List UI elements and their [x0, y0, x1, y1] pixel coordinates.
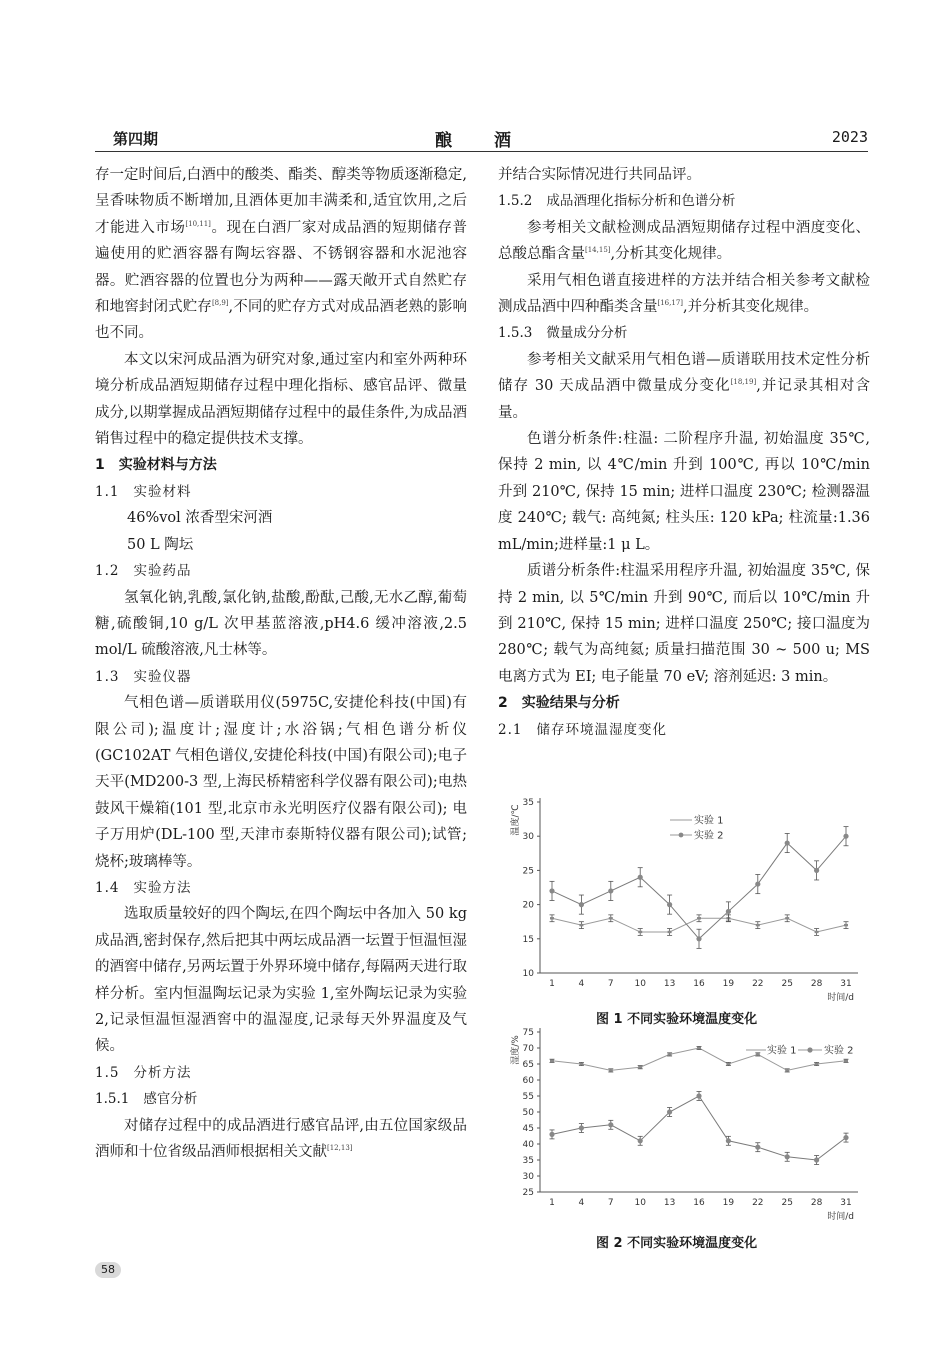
x-axis-label: 时间/d	[827, 993, 854, 1003]
y-tick-label: 40	[522, 1140, 534, 1150]
data-point	[785, 1069, 789, 1071]
paragraph-continued: 并结合实际情况进行共同品评。	[498, 167, 701, 183]
x-tick-label: 25	[781, 1198, 793, 1208]
data-point	[579, 924, 583, 926]
y-tick-label: 70	[522, 1044, 534, 1054]
right-column	[498, 162, 870, 743]
data-point	[549, 1132, 554, 1137]
year-label: 2023	[831, 128, 868, 146]
section-heading-1-3: 1.3 实验仪器	[95, 668, 192, 685]
section-heading-1-5-3: 1.5.3 微量成分分析	[498, 325, 628, 342]
data-point	[638, 1066, 642, 1068]
y-tick-label: 45	[522, 1124, 534, 1134]
data-point	[549, 888, 554, 893]
data-point	[550, 917, 554, 919]
x-tick-label: 16	[693, 979, 705, 989]
y-tick-label: 15	[522, 934, 534, 945]
data-point	[814, 1157, 819, 1162]
legend-marker	[807, 1047, 812, 1052]
y-tick-label: 60	[522, 1076, 534, 1086]
section-heading-1-1: 1.1 实验材料	[95, 483, 192, 500]
section-heading-1-2: 1.2 实验药品	[95, 563, 192, 580]
data-point	[756, 1053, 760, 1055]
running-header	[95, 128, 868, 150]
figure-1-caption: 图 1 不同实验环境温度变化	[596, 1012, 758, 1027]
humidity-chart	[498, 1022, 868, 1232]
material-item: 46%vol 浓香型宋河酒	[127, 510, 273, 527]
data-point	[608, 888, 613, 893]
data-point	[608, 1122, 613, 1127]
y-tick-label: 25	[522, 866, 534, 877]
data-point	[726, 909, 731, 914]
citation: [10,11]	[185, 219, 211, 228]
legend-label: 实验 1	[767, 1045, 797, 1057]
y-tick-label: 50	[522, 1108, 534, 1118]
y-tick-label: 30	[522, 832, 534, 843]
issue-label: 第四期	[113, 130, 159, 148]
series-1-line	[552, 1048, 846, 1070]
data-point	[696, 1093, 701, 1098]
data-point	[755, 881, 760, 886]
x-tick-label: 22	[752, 1198, 764, 1208]
figure-2	[498, 1022, 868, 1236]
data-point	[785, 1154, 790, 1159]
data-point	[696, 936, 701, 941]
y-tick-label: 20	[522, 900, 534, 911]
data-point	[667, 1109, 672, 1114]
paragraph-intro: 存一定时间后,白酒中的酸类、酯类、醇类等物质逐渐稳定,呈香味物质不断增加,且酒体更加丰满柔和,适宜饮用,之后才能进入市场[10,11]。现在白酒厂家对成品酒的短期储存普遍使用的贮酒容器有陶坛容器、不锈钢容器和水泥池容器。贮酒容器的位置也分为两种——露天敞开式自然贮存和地窖封闭式贮存[8,9],不同的贮存方式对成品酒老熟的影响也不同。	[95, 167, 468, 342]
data-point	[843, 834, 848, 839]
data-point	[726, 1063, 730, 1065]
x-tick-label: 10	[634, 1198, 646, 1208]
y-tick-label: 35	[522, 1156, 534, 1166]
paragraph-gc: 采用气相色谱直接进样的方法并结合相关参考文献检测成品酒中四种酯类含量[16,17],并分析其变化规律。	[498, 272, 870, 316]
y-tick-label: 25	[522, 1188, 534, 1198]
x-tick-label: 1	[549, 979, 555, 989]
data-point	[638, 875, 643, 880]
citation: [8,9]	[211, 299, 229, 308]
data-point	[667, 902, 672, 907]
data-point	[579, 1125, 584, 1130]
citation: [12,13]	[327, 1144, 353, 1153]
y-tick-label: 30	[522, 1172, 534, 1182]
legend-label: 实验 2	[694, 830, 724, 842]
figure-2-caption: 图 2 不同实验环境温度变化	[596, 1236, 758, 1251]
figure-1	[498, 790, 868, 1019]
x-tick-label: 25	[781, 979, 793, 989]
data-point	[638, 931, 642, 933]
data-point	[579, 1063, 583, 1065]
data-point	[815, 931, 819, 933]
x-tick-label: 10	[634, 979, 646, 989]
header-rule	[95, 151, 868, 152]
data-point	[609, 917, 613, 919]
data-point	[697, 917, 701, 919]
y-tick-label: 35	[522, 798, 534, 808]
x-tick-label: 7	[607, 979, 614, 989]
data-point	[550, 1060, 554, 1062]
x-tick-label: 28	[810, 979, 823, 989]
section-heading-1-4: 1.4 实验方法	[95, 879, 192, 896]
material-item: 50 L 陶坛	[127, 536, 194, 553]
x-tick-label: 28	[810, 1198, 823, 1208]
section-heading-2-1: 2.1 储存环境温湿度变化	[498, 721, 667, 738]
paragraph-instruments: 气相色谱—质谱联用仪(5975C,安捷伦科技(中国)有限公司);温度计;湿度计;水浴锅;气相色谱分析仪(GC102AT 气相色谱仪,安捷伦科技(中国)有限公司);电子天平(MD200-3 型,上海民桥精密科学仪器有限公司);电热鼓风干燥箱(101 型,北京市永光明医疗仪器有限公司); 电子万用炉(DL-100 型,天津市泰斯特仪器有限公司);试管;烧杯;玻璃棒等。	[95, 695, 467, 870]
paragraph-gc-conditions: 色谱分析条件:柱温: 二阶程序升温, 初始温度 35℃, 保持 2 min, 以 4℃/min 升到 100℃, 再以 10℃/min 升到 210℃, 保持 15 min; 进样口温度 230℃; 检测器温度 240℃; 载气: 高纯氮; 柱头压: 120 kPa; 柱流量:1.36 mL/min;进样量:1 μ L。	[498, 431, 870, 553]
x-tick-label: 4	[578, 979, 585, 989]
data-point	[697, 1047, 701, 1049]
page-number: 58	[95, 1262, 121, 1278]
section-heading-1: 1 实验材料与方法	[95, 457, 217, 474]
paragraph-trace: 参考相关文献采用气相色谱—质谱联用技术定性分析储存 30 天成品酒中微量成分变化[18,19],并记录其相对含量。	[498, 351, 870, 421]
x-tick-label: 19	[722, 979, 735, 989]
x-tick-label: 7	[607, 1198, 614, 1208]
x-axis-label: 时间/d	[827, 1212, 854, 1222]
x-tick-label: 1	[549, 1198, 555, 1208]
x-tick-label: 16	[693, 1198, 705, 1208]
paragraph-drugs: 氢氧化钠,乳酸,氯化钠,盐酸,酚酞,己酸,无水乙醇,葡萄糖,硫酸铜,10 g/L 次甲基蓝溶液,pH4.6 缓冲溶液,2.5 mol/L 硫酸溶液,凡士林等。	[95, 589, 467, 659]
y-tick-label: 55	[522, 1092, 534, 1102]
citation: [16,17]	[657, 299, 684, 308]
paragraph-method: 选取质量较好的四个陶坛,在四个陶坛中各加入 50 kg 成品酒,密封保存,然后把其中两坛成品酒一坛置于恒温恒湿的酒窖中储存,另两坛置于外界环境中储存,每隔两天进行取样分析。室内恒温陶坛记录为实验 1,室外陶坛记录为实验 2,记录恒温恒湿酒窖中的温湿度,记录每天外界温度及气候。	[95, 906, 467, 1055]
legend-label: 实验 1	[694, 815, 724, 827]
legend-marker	[679, 833, 684, 838]
data-point	[638, 1138, 643, 1143]
legend-label: 实验 2	[824, 1045, 854, 1057]
section-heading-2: 2 实验结果与分析	[498, 695, 620, 712]
data-point	[815, 1063, 819, 1065]
data-point	[579, 902, 584, 907]
left-column	[95, 162, 467, 1165]
data-point	[668, 931, 672, 933]
data-point	[814, 868, 819, 873]
x-tick-label: 19	[722, 1198, 735, 1208]
data-point	[609, 1069, 613, 1071]
paragraph-aim: 本文以宋河成品酒为研究对象,通过室内和室外两种环境分析成品酒短期储存过程中理化指标、感官品评、微量成分,以期掌握成品酒短期储存过程中的最佳条件,为成品酒销售过程中的稳定提供技术支撑。	[95, 351, 467, 448]
citation: [14,15]	[585, 246, 611, 255]
section-heading-1-5-1: 1.5.1 感官分析	[95, 1091, 198, 1108]
temperature-chart	[498, 790, 868, 1015]
data-point	[756, 924, 760, 926]
data-point	[785, 840, 790, 845]
y-axis-label: 温度/℃	[511, 804, 521, 836]
paragraph-sensory: 对储存过程中的成品酒进行感官品评,由五位国家级品酒师和十位省级品酒师根据相关文献[12,13]	[95, 1117, 467, 1161]
x-tick-label: 22	[752, 979, 764, 989]
section-heading-1-5-2: 1.5.2 成品酒理化指标分析和色谱分析	[498, 193, 736, 210]
y-axis-label: 湿度/%	[511, 1035, 521, 1065]
citation: [18,19]	[730, 378, 757, 387]
data-point	[785, 917, 789, 919]
data-point	[843, 1135, 848, 1140]
x-tick-label: 4	[578, 1198, 585, 1208]
y-tick-label: 10	[522, 969, 534, 979]
journal-title: 酿酒	[435, 131, 553, 151]
section-heading-1-5: 1.5 分析方法	[95, 1064, 192, 1081]
paragraph-physchem: 参考相关文献检测成品酒短期储存过程中酒度变化、总酸总酯含量[14,15],分析其变化规律。	[498, 219, 870, 263]
x-tick-label: 13	[663, 1198, 676, 1208]
data-point	[726, 1138, 731, 1143]
data-point	[844, 924, 848, 926]
data-point	[844, 1060, 848, 1062]
x-tick-label: 31	[840, 1198, 852, 1208]
paragraph-ms-conditions: 质谱分析条件:柱温采用程序升温, 初始温度 35℃, 保持 2 min, 以 5℃/min 升到 90℃, 而后以 10℃/min 升到 210℃, 保持 15 min; 进样口温度 250℃; 接口温度为 280℃; 载气为高纯氦; 质量扫描范围 30 ~ 500 u; MS 电离方式为 EI; 电子能量 70 eV; 溶剂延迟: 3 min。	[498, 563, 870, 685]
data-point	[755, 1145, 760, 1150]
x-tick-label: 31	[840, 979, 852, 989]
data-point	[668, 1053, 672, 1055]
series-2-line	[552, 836, 846, 939]
y-tick-label: 65	[522, 1060, 534, 1070]
x-tick-label: 13	[663, 979, 676, 989]
y-tick-label: 75	[522, 1028, 534, 1038]
series-2-line	[552, 1096, 846, 1160]
